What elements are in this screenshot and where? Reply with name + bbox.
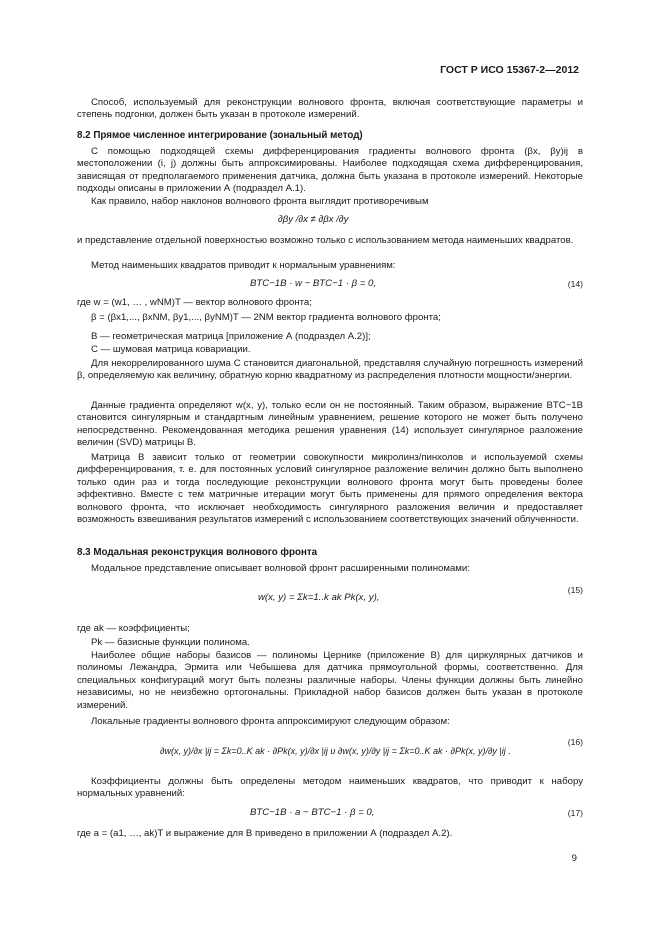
section-8-2-heading: 8.2 Прямое численное интегрирование (зональный метод) bbox=[77, 130, 363, 141]
equation-17-number: (17) bbox=[567, 808, 583, 818]
where-P: Pk — базисные функции полинома. bbox=[91, 637, 250, 648]
where-C: C — шумовая матрица ковариации. bbox=[91, 344, 251, 355]
s82-p3-text: и представление отдельной поверхностью возможно только с использованием метода наименьших квадратов. bbox=[77, 235, 574, 246]
intro-paragraph bbox=[77, 97, 583, 122]
section-8-3-p4 bbox=[77, 776, 583, 801]
where-a: где ak — коэффициенты; bbox=[77, 623, 190, 634]
section-8-2-p5 bbox=[77, 358, 583, 383]
section-8-3-heading: 8.3 Модальная реконструкция волнового фронта bbox=[77, 547, 318, 558]
s82-p4-text: Метод наименьших квадратов приводит к нормальным уравнениям: bbox=[91, 260, 396, 271]
section-8-2-p6 bbox=[77, 400, 583, 450]
equation-16-number: (16) bbox=[567, 737, 583, 747]
s82-p7-text: Матрица B зависит только от геометрии совокупности микролинз/пинхолов и используемой схемы дифференцирования, т. е. для постоянных условий сингулярное разложение величин должно быть выполнено только один раз и тогда последующие реконструкции волнового фронта могут быть проведены более эффективно. Вместе с тем матричные итерации могут быть применены для прямого определения вектора волнового фронта, что исключает необходимость сингулярного разложения величин и предоставляет возможность взвешивания результатов измерений с использованием соответствующих значений облученности. bbox=[77, 452, 583, 526]
section-8-3-p2 bbox=[77, 650, 583, 712]
s82-p1-text: С помощью подходящей схемы дифференцирования градиенты волнового фронта (βx, βy)ij в местоположении (i, j) должны быть аппроксимированы. Наиболее подходящая схема дифференцирования, зависящая от предполагаемого применения датчика, должна быть указана в протоколе измерений. Некоторые подходы описаны в приложении А (подраздел А.1). bbox=[77, 146, 583, 195]
where-B: B — геометрическая матрица [приложение А (подраздел А.2)]; bbox=[91, 331, 371, 342]
section-8-2-p1 bbox=[77, 146, 583, 196]
equation-16: ∂w(x, y)/∂x |ij = Σk=0..K ak · ∂Pk(x, y)/∂x |ij и ∂w(x, y)/∂y |ij = Σk=0..K ak · ∂Pk(x, y)/∂y |ij . bbox=[160, 746, 511, 756]
s82-p6-text: Данные градиента определяют w(x, y), только если он не постоянный. Таким образом, выражение BTC−1B становится сингулярным и стандартным линейным уравнением, решение которого не может быть получено непосредственно. Рекомендованная методика решения уравнения (14) использует сингулярное разложение величин (SVD) матрицы B. bbox=[77, 400, 583, 449]
section-8-3-p3 bbox=[77, 716, 583, 728]
section-8-3-p5 bbox=[77, 828, 583, 840]
s82-p2-text: Как правило, набор наклонов волнового фронта выглядит противоречивым bbox=[91, 196, 429, 207]
where-beta: β = (βx1,..., βxNM, βy1,..., βyNM)T — 2NM вектор градиента волнового фронта; bbox=[91, 312, 441, 323]
equation-15-number: (15) bbox=[567, 585, 583, 595]
intro-text: Способ, используемый для реконструкции волнового фронта, включая соответствующие параметры и степень подгонки, должен быть указан в протоколе измерений. bbox=[77, 97, 583, 121]
s83-p5-text: где a = (a1, …, ak)T и выражение для B приведено в приложении А (подраздел А.2). bbox=[77, 828, 453, 839]
section-8-2-p2 bbox=[77, 196, 583, 208]
equation-15: w(x, y) = Σk=1..k ak Pk(x, y), bbox=[258, 592, 380, 603]
equation-17: BTC−1B · a − BTC−1 · β = 0, bbox=[250, 807, 375, 818]
s83-p1-text: Модальное представление описывает волновой фронт расширенными полиномами: bbox=[91, 563, 470, 574]
s83-p2-text: Наиболее общие наборы базисов — полиномы Цернике (приложение В) для циркулярных датчиков и полиномы Лежандра, Эрмита или Чебышева для датчика прямоугольной формы, соответственно. Для специальных конфигураций могут быть полезны различные наборы. Члены функции должны быть линейно независимы, но не неизбежно ортогональны. Прикладной набор базисов должен быть указан в протоколе измерений. bbox=[77, 650, 583, 711]
s83-p3-text: Локальные градиенты волнового фронта аппроксимируют следующим образом: bbox=[91, 716, 450, 727]
where-w: где w = (w1, … , wNM)T — вектор волнового фронта; bbox=[77, 297, 312, 308]
section-8-3-p1 bbox=[77, 563, 583, 575]
section-8-2-p4 bbox=[77, 260, 583, 272]
standard-header: ГОСТ Р ИСО 15367-2—2012 bbox=[440, 64, 579, 76]
s82-p5-text: Для некоррелированного шума C становится диагональной, представляя случайную погрешность измерений β, определяемую как величину, обратную корню квадратному из распределения плотности мощности/энергии. bbox=[77, 358, 583, 382]
section-8-2-p3 bbox=[77, 235, 583, 247]
formula-contradiction: ∂βy /∂x ≠ ∂βx /∂y bbox=[278, 214, 349, 225]
page-number: 9 bbox=[571, 853, 577, 864]
equation-14: BTC−1B · w − BTC−1 · β = 0, bbox=[250, 278, 376, 289]
s83-p4-text: Коэффициенты должны быть определены методом наименьших квадратов, что приводит к набору нормальных уравнений: bbox=[77, 776, 583, 800]
equation-14-number: (14) bbox=[567, 279, 583, 289]
section-8-2-p7 bbox=[77, 452, 583, 526]
